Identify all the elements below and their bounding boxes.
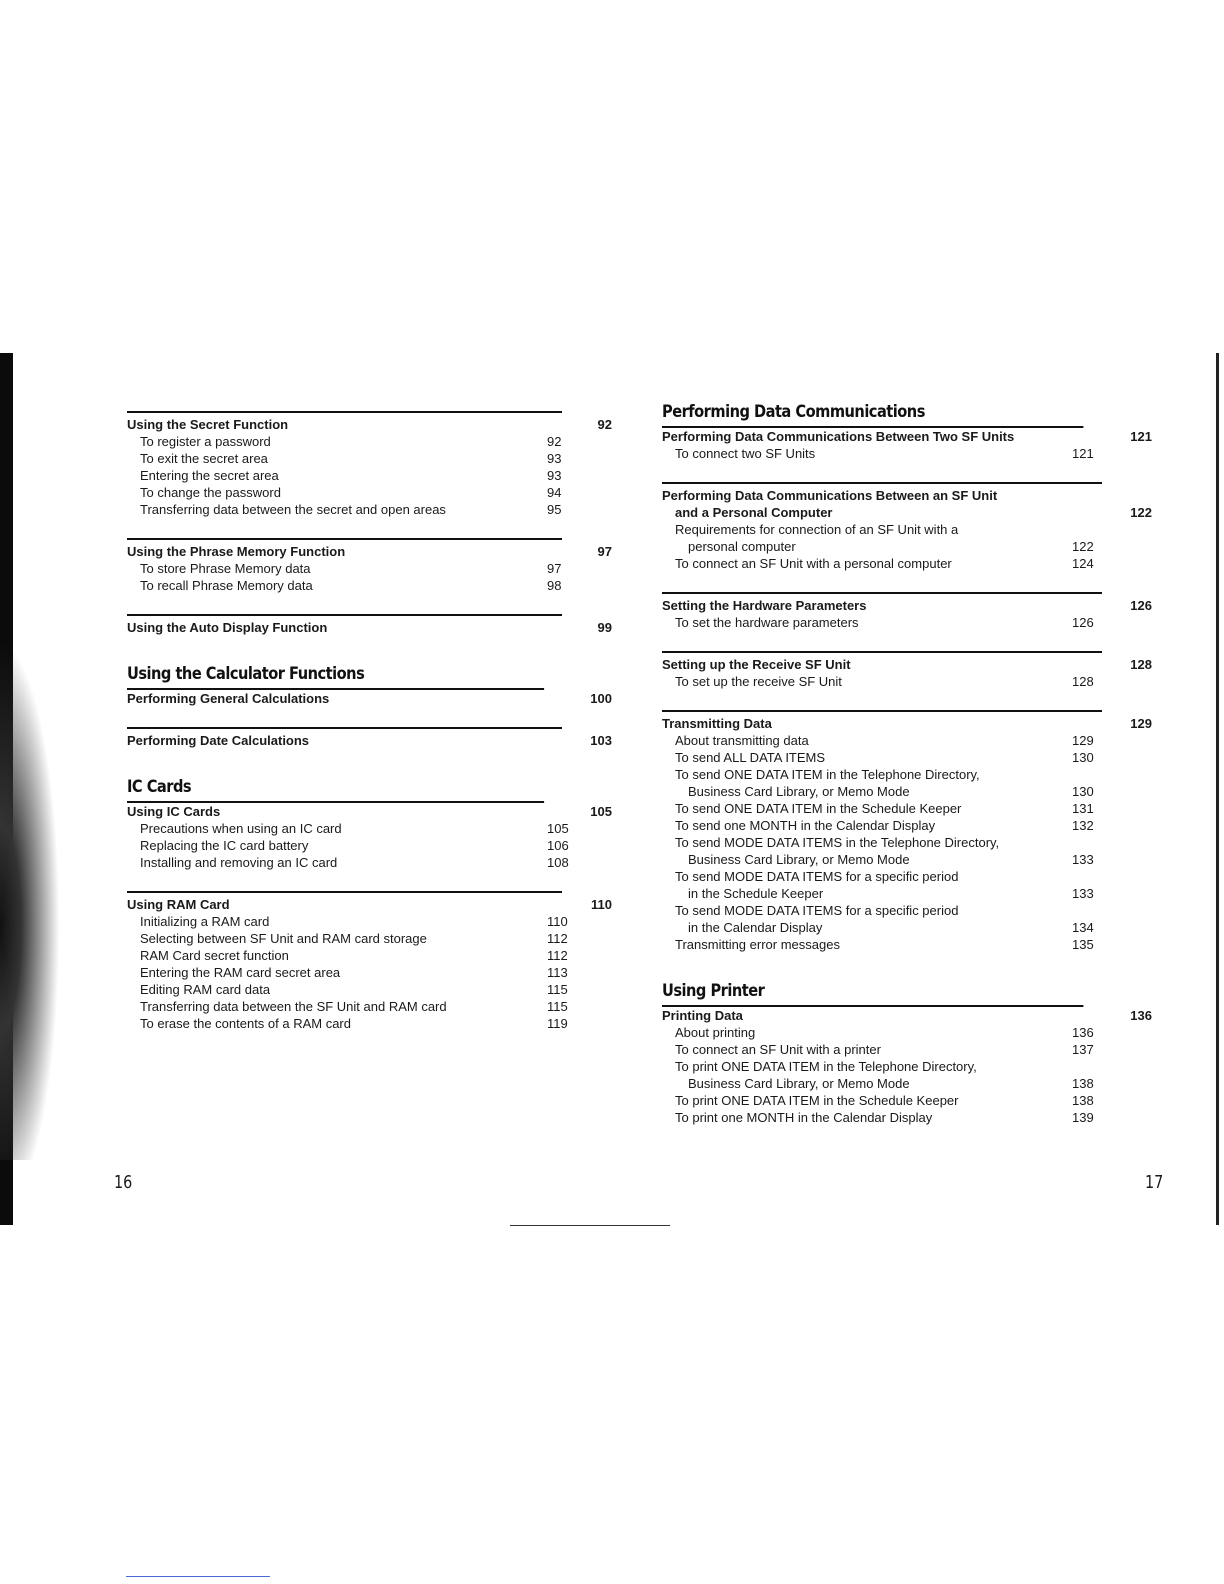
entry-page-number: 135 (1072, 937, 1094, 952)
toc-entry (662, 521, 1152, 555)
entry-label: To send MODE DATA ITEMS in the Telephone Directory, (675, 835, 1000, 850)
scan-shadow (0, 640, 60, 1160)
entry-page-number: 97 (547, 561, 562, 576)
topic-row (662, 428, 1152, 445)
topic-page-number: 99 (597, 620, 612, 635)
topic-row (662, 487, 1152, 521)
topic-title: Performing General Calculations (127, 691, 330, 706)
toc-entry (662, 1058, 1152, 1092)
toc-entry (127, 450, 612, 467)
toc-entry (127, 1015, 612, 1032)
toc-entry (127, 947, 612, 964)
topic-page-number: 105 (590, 804, 612, 819)
entry-label: To send MODE DATA ITEMS for a specific period (675, 903, 959, 918)
toc-section (127, 411, 612, 636)
toc-section (662, 402, 1152, 953)
bottom-rule (510, 1225, 670, 1226)
toc-entry (662, 1024, 1152, 1041)
entry-label: Entering the secret area (140, 468, 279, 483)
toc-entry (662, 817, 1152, 834)
entry-label: RAM Card secret function (140, 948, 289, 963)
entry-page-number: 124 (1072, 556, 1094, 571)
left-page-toc (127, 405, 612, 1032)
topic-title: Printing Data (662, 1008, 743, 1023)
topic-title: Setting the Hardware Parameters (662, 598, 867, 613)
entry-page-number: 93 (547, 468, 562, 483)
topic-row (127, 543, 612, 560)
entry-page-number: 92 (547, 434, 562, 449)
toc-entry (127, 577, 612, 594)
topic-page-number: 110 (591, 897, 612, 912)
entry-page-number: 122 (1072, 539, 1094, 554)
toc-entry (662, 902, 1152, 936)
toc-entry (662, 673, 1152, 690)
entry-label: Selecting between SF Unit and RAM card storage (140, 931, 427, 946)
entry-label: To erase the contents of a RAM card (140, 1016, 351, 1031)
toc-entry (127, 560, 612, 577)
entry-page-number: 128 (1072, 674, 1094, 689)
topic-rule (127, 727, 562, 729)
blue-rule (126, 1576, 270, 1577)
toc-entry (127, 467, 612, 484)
toc-topic (127, 891, 612, 1032)
topic-title: Using IC Cards (127, 804, 221, 819)
topic-title: Performing Data Communications Between an SF Unit (662, 488, 998, 503)
toc-entry (127, 433, 612, 450)
entry-label: About transmitting data (675, 733, 809, 748)
right-page-number: 17 (1145, 1172, 1164, 1193)
entry-label: Precautions when using an IC card (140, 821, 342, 836)
toc-entry (662, 868, 1152, 902)
topic-page-number: 100 (590, 691, 612, 706)
toc-entry (662, 614, 1152, 631)
toc-entry (662, 749, 1152, 766)
left-page-number: 16 (114, 1172, 133, 1193)
topic-row (662, 1007, 1152, 1024)
entry-page-number: 115 (547, 999, 568, 1014)
toc-section (662, 981, 1152, 1126)
entry-label: To send MODE DATA ITEMS for a specific period (675, 869, 959, 884)
entry-page-number: 115 (547, 982, 568, 997)
toc-section (127, 777, 612, 1032)
entry-label-cont: Business Card Library, or Memo Mode (688, 1076, 910, 1091)
toc-topic (127, 538, 612, 594)
topic-page-number: 92 (597, 417, 612, 432)
toc-entry (127, 998, 612, 1015)
entry-label-cont: Business Card Library, or Memo Mode (688, 852, 910, 867)
entry-page-number: 132 (1072, 818, 1094, 833)
toc-entry (127, 501, 612, 518)
topic-title: Using RAM Card (127, 897, 230, 912)
topic-page-number: 128 (1130, 657, 1152, 672)
entry-label: To change the password (140, 485, 281, 500)
entry-page-number: 131 (1072, 801, 1094, 816)
topic-page-number: 129 (1130, 716, 1152, 731)
entry-label: To connect an SF Unit with a personal computer (675, 556, 952, 571)
entry-label: To connect two SF Units (675, 446, 816, 461)
entry-page-number: 138 (1072, 1093, 1094, 1108)
entry-label: Requirements for connection of an SF Unit with a (675, 522, 959, 537)
toc-entry (662, 732, 1152, 749)
toc-topic (127, 803, 612, 871)
entry-page-number: 119 (547, 1016, 568, 1031)
entry-label: Entering the RAM card secret area (140, 965, 341, 980)
entry-label: To send ONE DATA ITEM in the Schedule Keeper (675, 801, 962, 816)
toc-entry (662, 555, 1152, 572)
entry-label: To send one MONTH in the Calendar Display (675, 818, 936, 833)
entry-page-number: 133 (1072, 886, 1094, 901)
toc-entry (127, 981, 612, 998)
toc-topic (662, 592, 1152, 631)
entry-label: To exit the secret area (140, 451, 268, 466)
toc-topic (127, 614, 612, 636)
topic-rule (662, 482, 1102, 484)
entry-page-number: 94 (547, 485, 562, 500)
toc-entry (127, 930, 612, 947)
section-heading: Performing Data Communications (662, 402, 1083, 428)
entry-page-number: 134 (1072, 920, 1094, 935)
entry-label: To set up the receive SF Unit (675, 674, 842, 689)
entry-label: Initializing a RAM card (140, 914, 270, 929)
toc-entry (662, 766, 1152, 800)
entry-page-number: 129 (1072, 733, 1094, 748)
entry-page-number: 113 (547, 965, 568, 980)
toc-entry (127, 854, 612, 871)
toc-topic (127, 690, 612, 707)
entry-label: To print ONE DATA ITEM in the Telephone Directory, (675, 1059, 977, 1074)
entry-label: Editing RAM card data (140, 982, 271, 997)
entry-page-number: 98 (547, 578, 562, 593)
entry-page-number: 130 (1072, 784, 1094, 799)
topic-row (662, 715, 1152, 732)
toc-entry (127, 913, 612, 930)
topic-row (127, 803, 612, 820)
topic-title: Using the Phrase Memory Function (127, 544, 346, 559)
entry-page-number: 137 (1072, 1042, 1094, 1057)
toc-entry (662, 1041, 1152, 1058)
entry-label: Replacing the IC card battery (140, 838, 309, 853)
toc-topic (127, 727, 612, 749)
toc-entry (662, 800, 1152, 817)
entry-label-cont: in the Schedule Keeper (688, 886, 824, 901)
entry-label: Installing and removing an IC card (140, 855, 338, 870)
toc-topic (662, 482, 1152, 572)
topic-row (127, 690, 612, 707)
entry-label-cont: in the Calendar Display (688, 920, 823, 935)
entry-page-number: 105 (547, 821, 569, 836)
entry-page-number: 95 (547, 502, 562, 517)
entry-page-number: 106 (547, 838, 569, 853)
section-heading: IC Cards (127, 777, 544, 803)
entry-page-number: 121 (1072, 446, 1094, 461)
topic-page-number: 136 (1130, 1008, 1152, 1023)
entry-label-cont: Business Card Library, or Memo Mode (688, 784, 910, 799)
topic-row (127, 732, 612, 749)
entry-label: To print one MONTH in the Calendar Display (675, 1110, 933, 1125)
entry-label: To connect an SF Unit with a printer (675, 1042, 881, 1057)
entry-label: To print ONE DATA ITEM in the Schedule Keeper (675, 1093, 959, 1108)
topic-title: Performing Date Calculations (127, 733, 310, 748)
toc-topic (662, 428, 1152, 462)
section-heading: Using Printer (662, 981, 1083, 1007)
topic-rule (127, 411, 562, 413)
entry-label: To recall Phrase Memory data (140, 578, 313, 593)
entry-page-number: 110 (547, 914, 568, 929)
toc-entry (127, 964, 612, 981)
topic-title: Using the Auto Display Function (127, 620, 328, 635)
topic-rule (662, 592, 1102, 594)
toc-topic (127, 411, 612, 518)
topic-row (662, 656, 1152, 673)
entry-page-number: 136 (1072, 1025, 1094, 1040)
topic-page-number: 122 (1130, 505, 1152, 520)
toc-entry (662, 1092, 1152, 1109)
topic-title: Setting up the Receive SF Unit (662, 657, 851, 672)
topic-rule (662, 651, 1102, 653)
toc-entry (662, 445, 1152, 462)
topic-page-number: 121 (1130, 429, 1152, 444)
entry-label: To register a password (140, 434, 271, 449)
entry-label: About printing (675, 1025, 756, 1040)
entry-page-number: 93 (547, 451, 562, 466)
entry-page-number: 126 (1072, 615, 1094, 630)
entry-label-cont: personal computer (688, 539, 796, 554)
section-heading: Using the Calculator Functions (127, 664, 544, 690)
toc-entry (127, 837, 612, 854)
scan-edge-right (1216, 353, 1219, 1225)
topic-title: Transmitting Data (662, 716, 772, 731)
topic-row (662, 597, 1152, 614)
topic-row (127, 896, 612, 913)
entry-label: To send ALL DATA ITEMS (675, 750, 826, 765)
entry-page-number: 112 (547, 931, 568, 946)
toc-entry (662, 834, 1152, 868)
entry-page-number: 108 (547, 855, 569, 870)
topic-rule (127, 538, 562, 540)
toc-entry (127, 820, 612, 837)
toc-topic (662, 1007, 1152, 1126)
topic-page-number: 103 (590, 733, 612, 748)
entry-label: To send ONE DATA ITEM in the Telephone Directory, (675, 767, 980, 782)
topic-page-number: 97 (597, 544, 612, 559)
topic-title: Performing Data Communications Between Two SF Units (662, 429, 1015, 444)
entry-page-number: 130 (1072, 750, 1094, 765)
topic-rule (127, 614, 562, 616)
topic-rule (662, 710, 1102, 712)
topic-rule (127, 891, 562, 893)
entry-page-number: 133 (1072, 852, 1094, 867)
right-page-toc (662, 402, 1152, 1126)
toc-entry (662, 936, 1152, 953)
toc-section (127, 664, 612, 749)
entry-page-number: 139 (1072, 1110, 1094, 1125)
toc-topic (662, 651, 1152, 690)
entry-label: Transferring data between the secret and open areas (140, 502, 446, 517)
toc-topic (662, 710, 1152, 953)
topic-page-number: 126 (1130, 598, 1152, 613)
topic-title-cont: and a Personal Computer (675, 505, 833, 520)
toc-entry (662, 1109, 1152, 1126)
entry-label: To store Phrase Memory data (140, 561, 311, 576)
entry-label: Transferring data between the SF Unit and RAM card (140, 999, 447, 1014)
entry-page-number: 138 (1072, 1076, 1094, 1091)
toc-entry (127, 484, 612, 501)
entry-label: Transmitting error messages (675, 937, 840, 952)
topic-title: Using the Secret Function (127, 417, 289, 432)
topic-row (127, 416, 612, 433)
entry-label: To set the hardware parameters (675, 615, 859, 630)
topic-row (127, 619, 612, 636)
entry-page-number: 112 (547, 948, 568, 963)
